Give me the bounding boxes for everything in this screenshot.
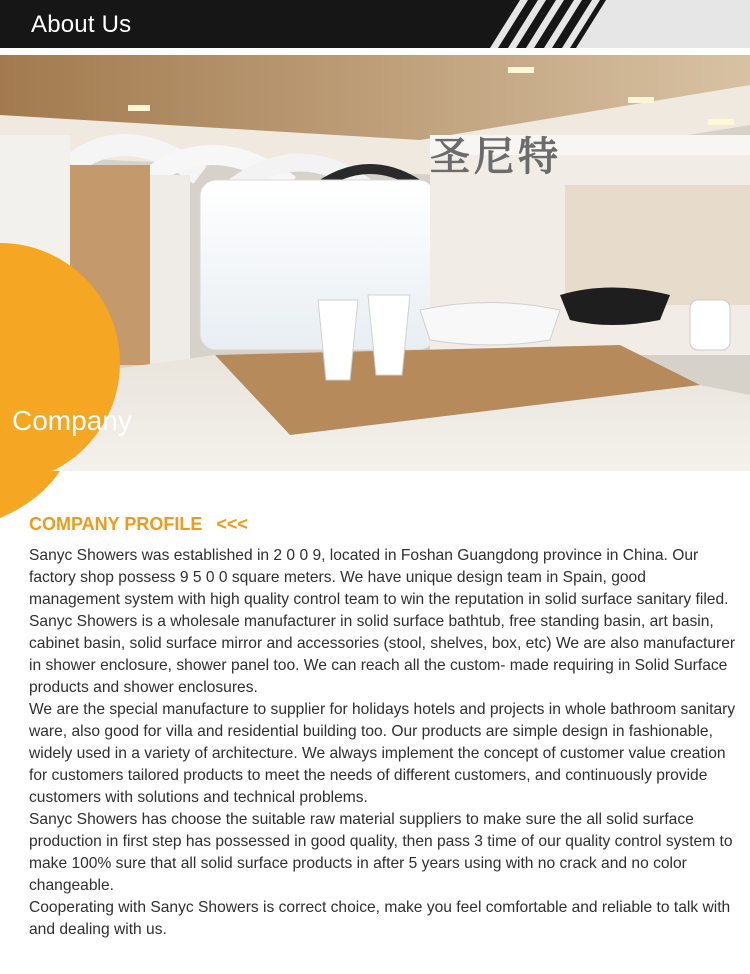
profile-paragraph: We are the special manufacture to supplier for holidays hotels and projects in whole bathroom sanitary ware, also good for villa and residential building too. Our products are simple design in fashionable, widely used in a variety of architecture. We always implement the concept of customer value creation for customers tailored products to meet the needs of different customers, and continuously provide customers with solutions and technical problems. xyxy=(29,701,736,806)
store-sign: 圣尼特 xyxy=(430,134,562,180)
company-profile-heading xyxy=(29,512,248,536)
heading-arrows: <<< xyxy=(216,514,248,534)
section-title: About Us xyxy=(31,11,132,38)
section-header xyxy=(0,0,750,48)
profile-paragraph: Cooperating with Sanyc Showers is correct choice, make you feel comfortable and reliable to talk with and dealing with us. xyxy=(29,899,731,938)
showroom-photo xyxy=(0,55,750,471)
company-profile-body xyxy=(29,545,741,941)
profile-paragraph: Sanyc Showers was established in 2 0 0 9, located in Foshan Guangdong province in China. Our factory shop possess 9 5 0 0 square meters. We have unique design team in Spain, good management system with high quality control team to win the reputation in solid surface sanitary filed. xyxy=(29,547,729,608)
profile-paragraph: Sanyc Showers is a wholesale manufacturer in solid surface bathtub, free standing basin, art basin, cabinet basin, solid surface mirror and accessories (stool, shelves, box, etc) We are also manufacturer in shower enclosure, shower panel too. We can reach all the custom- made requiring in Solid Surface products and shower enclosures. xyxy=(29,613,736,696)
profile-paragraph: Sanyc Showers has choose the suitable raw material suppliers to make sure the all solid surface production in first step has possessed in good quality, then pass 3 time of our quality control system to make 100% sure that all solid surface products in after 5 years using with no crack and no color changeable. xyxy=(29,811,733,894)
company-profile-title: COMPANY PROFILE xyxy=(29,514,203,534)
company-badge-label: Company xyxy=(12,405,132,436)
